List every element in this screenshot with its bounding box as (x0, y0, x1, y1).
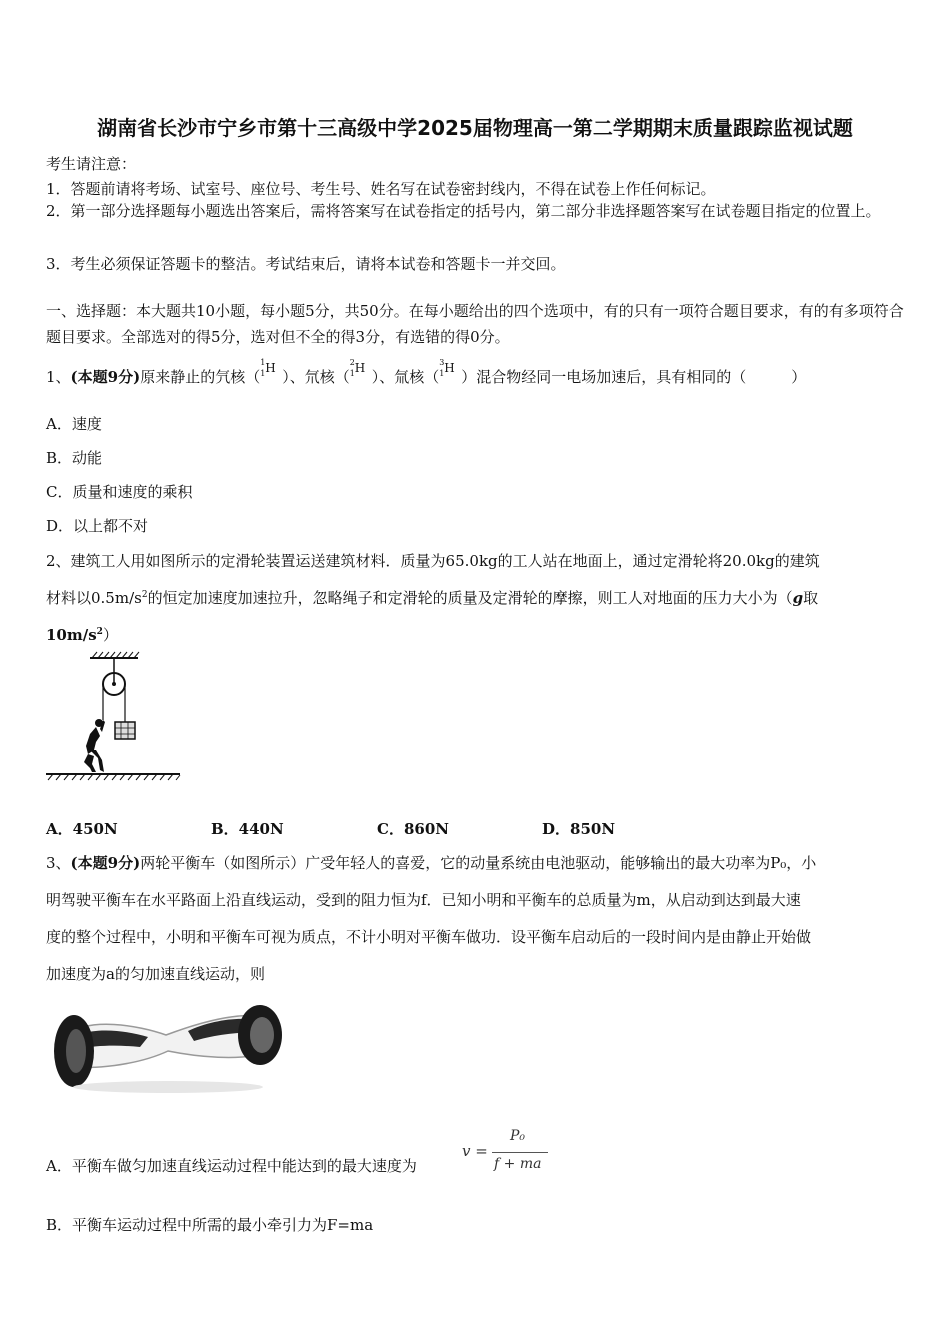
q2-line-2: 材料以$0.5m/s^2$的恒定加速度加速拉升，忽略绳子和定滑轮的质量及定滑轮的摩擦，则工人对地面的压力大小为（g取 (46, 589, 819, 607)
q3-line-4: 加速度为a的匀加速直线运动，则 (46, 965, 265, 983)
nuclide-tritium: 3 1 H (439, 358, 455, 378)
wheel-right-hub (250, 1017, 274, 1053)
hoverboard-shadow (73, 1081, 263, 1093)
material-box (115, 722, 135, 739)
pulley-figure (44, 650, 184, 785)
q2-option-b: B．440N (211, 820, 284, 838)
q3-line-1: 3、(本题9分)两轮平衡车（如图所示）广受年轻人的喜爱，它的动量系统由电池驱动，能够输出的最大功率为P₀，小 (46, 854, 817, 872)
q3-line-2: 明驾驶平衡车在水平路面上沿直线运动，受到的阻力恒为f．已知小明和平衡车的总质量为m，从启动到达到最大速 (46, 891, 801, 909)
formula-max-speed (462, 1128, 552, 1178)
nuclide-protium: 1 1 H (260, 358, 276, 378)
formula-denominator: f + ma (494, 1156, 542, 1172)
q3-option-b: B．平衡车运动过程中所需的最小牵引力为F=ma (46, 1216, 374, 1234)
question-1 (46, 358, 807, 387)
notice-item-3: 3．考生必须保证答题卡的整洁。考试结束后，请将本试卷和答题卡一并交回。 (46, 255, 566, 273)
notice-item-1: 1．答题前请将考场、试室号、座位号、考生号、姓名写在试卷密封线内，不得在试卷上作任何标记。 (46, 180, 716, 198)
notice-item-2: 2．第一部分选择题每小题选出答案后，需将答案写在试卷指定的括号内，第二部分非选择题答案写在试卷题目指定的位置上。 (46, 202, 881, 220)
q1-text-d: ）混合物经同一电场加速后，具有相同的（ ） (461, 368, 807, 386)
q2-option-a: A．450N (46, 820, 118, 838)
q1-text-b: ）、氘核（ (282, 368, 350, 386)
q3-line-3: 度的整个过程中，小明和平衡车可视为质点，不计小明对平衡车做功．设平衡车启动后的一段时间内是由静止开始做 (46, 928, 812, 946)
wheel-left-hub (66, 1029, 86, 1073)
q2-line-3: $10m/s^2$） (46, 626, 118, 644)
hoverboard-image (48, 995, 284, 1097)
section-intro: 一、选择题：本大题共10小题，每小题5分，共50分。在每小题给出的四个选项中，有的只有一项符合题目要求，有的有多项符合题目要求。全部选对的得5分，选对但不全的得3分，有选错的得0分。 (46, 302, 904, 346)
pulley-axle (112, 682, 116, 686)
exam-title: 湖南省长沙市宁乡市第十三高级中学2025届物理高一第二学期期末质量跟踪监视试题 (97, 116, 853, 140)
formula-lhs: v = (462, 1142, 488, 1160)
q1-text-a: 原来静止的氕核（ (140, 368, 261, 386)
nuclide-deuterium: 2 1 H (349, 358, 366, 378)
q1-number: 1、 (46, 368, 71, 386)
formula-bar (492, 1152, 548, 1153)
q1-option-b: B．动能 (46, 449, 103, 467)
notice-header: 考生请注意： (46, 155, 137, 173)
q1-option-c: C．质量和速度的乘积 (46, 483, 193, 501)
q1-option-a: A．速度 (46, 415, 102, 433)
q3-option-a: A．平衡车做匀加速直线运动过程中能达到的最大速度为 (46, 1157, 417, 1175)
q1-score: (本题9分) (70, 368, 141, 386)
q1-option-d: D．以上都不对 (46, 517, 149, 535)
formula-numerator: P₀ (510, 1128, 526, 1144)
worker-figure (84, 719, 105, 772)
q2-line-1: 2、建筑工人用如图所示的定滑轮装置运送建筑材料．质量为65.0kg的工人站在地面上，通过定滑轮将20.0kg的建筑 (46, 552, 820, 570)
q1-text-c: ）、氚核（ (371, 368, 440, 386)
q2-option-d: D．850N (542, 820, 616, 838)
q2-option-c: C．860N (377, 820, 449, 838)
